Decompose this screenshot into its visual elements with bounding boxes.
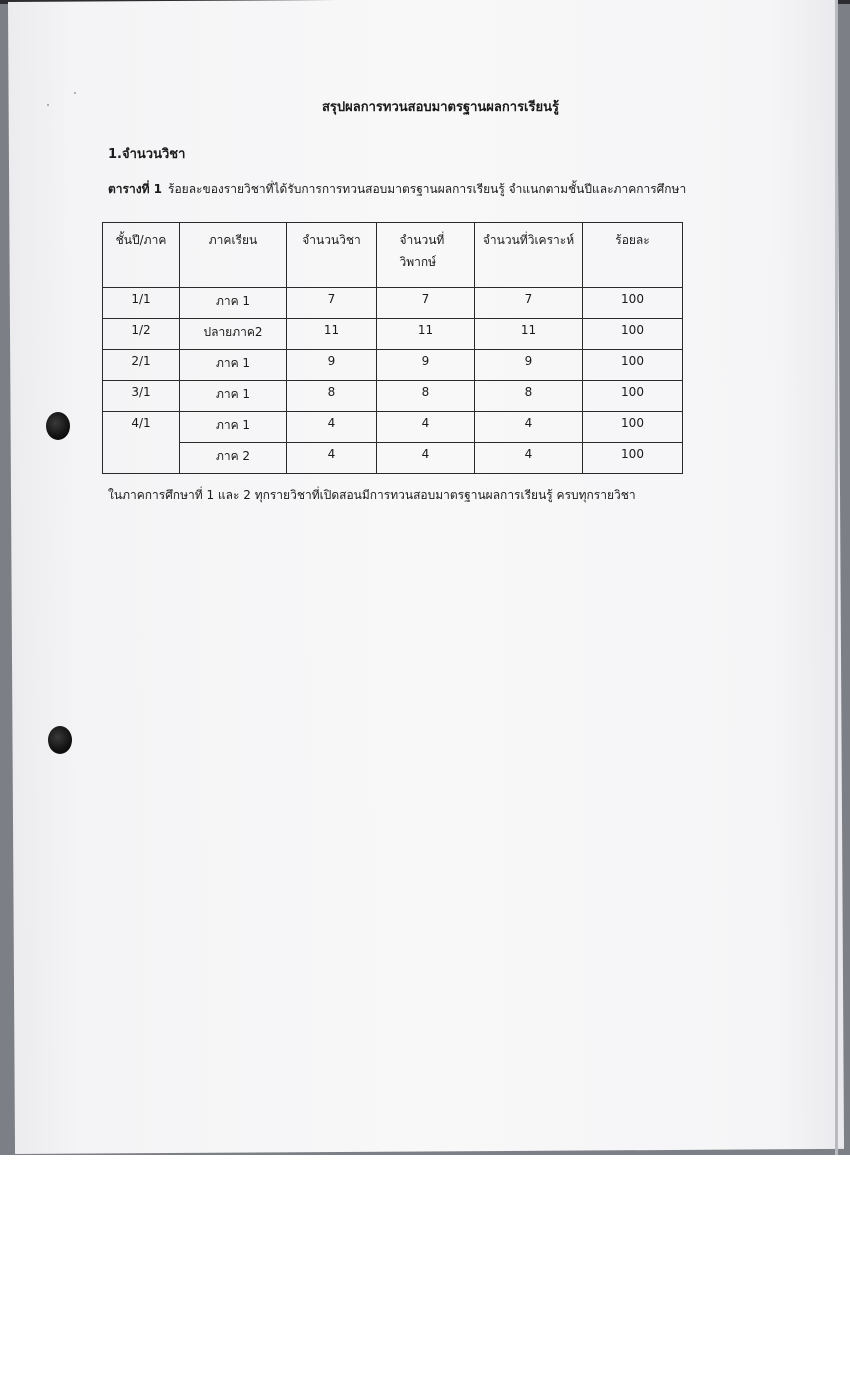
- table-row: [103, 350, 683, 381]
- document-title: สรุปผลการทวนสอบมาตรฐานผลการเรียนรู้: [322, 100, 559, 115]
- cell-percent: 100: [583, 319, 683, 350]
- cell-term: ภาค 2: [180, 443, 287, 474]
- cell-analyzed: 4: [475, 412, 583, 443]
- cell-term: ภาค 1: [180, 412, 287, 443]
- cell-percent: 100: [583, 288, 683, 319]
- table-row: [103, 381, 683, 412]
- cell-courses: 4: [287, 443, 377, 474]
- column-header: ร้อยละ: [583, 223, 683, 288]
- cell-year: 1/2: [103, 319, 180, 350]
- section-heading: 1.จำนวนวิชา: [108, 147, 186, 162]
- cell-analyzed: 11: [475, 319, 583, 350]
- cell-year: 2/1: [103, 350, 180, 381]
- cell-year: 1/1: [103, 288, 180, 319]
- paper-edge-shadow: [835, 0, 838, 1155]
- cell-percent: 100: [583, 350, 683, 381]
- paper-sheet: [8, 0, 844, 1154]
- column-header: ชั้นปี/ภาค: [103, 223, 180, 288]
- summary-table: [102, 222, 683, 474]
- punch-hole: [48, 726, 72, 754]
- table-row: [103, 412, 683, 443]
- cell-year: 3/1: [103, 381, 180, 412]
- column-header: จำนวนที่วิเคราะห์: [475, 223, 583, 288]
- cell-reviewed: 11: [377, 319, 475, 350]
- cell-reviewed: 9: [377, 350, 475, 381]
- cell-courses: 4: [287, 412, 377, 443]
- cell-analyzed: 7: [475, 288, 583, 319]
- column-header: [377, 223, 475, 288]
- cell-percent: 100: [583, 412, 683, 443]
- cell-reviewed: 7: [377, 288, 475, 319]
- table-header-row: [103, 223, 683, 288]
- cell-term: ภาค 1: [180, 381, 287, 412]
- cell-reviewed: 8: [377, 381, 475, 412]
- table-row: [103, 443, 683, 474]
- conclusion-text: ในภาคการศึกษาที่ 1 และ 2 ทุกรายวิชาที่เปิดสอนมีการทวนสอบมาตรฐานผลการเรียนรู้ ครบทุกรายวิชา: [108, 488, 636, 502]
- cell-term: ภาค 1: [180, 350, 287, 381]
- cell-analyzed: 9: [475, 350, 583, 381]
- cell-courses: 11: [287, 319, 377, 350]
- cell-term: ปลายภาค2: [180, 319, 287, 350]
- cell-reviewed: 4: [377, 443, 475, 474]
- cell-courses: 9: [287, 350, 377, 381]
- table-row: [103, 288, 683, 319]
- column-header: จำนวนวิชา: [287, 223, 377, 288]
- cell-courses: 8: [287, 381, 377, 412]
- cell-year: 4/1: [103, 412, 180, 474]
- scan-speck: [74, 92, 76, 94]
- punch-hole: [46, 412, 70, 440]
- table-caption-text: ร้อยละของรายวิชาที่ได้รับการการทวนสอบมาตรฐานผลการเรียนรู้ จำแนกตามชั้นปีและภาคการศึกษา: [168, 182, 687, 196]
- cell-courses: 7: [287, 288, 377, 319]
- cell-analyzed: 4: [475, 443, 583, 474]
- table-caption: [108, 180, 686, 199]
- table-row: [103, 319, 683, 350]
- cell-percent: 100: [583, 443, 683, 474]
- cell-term: ภาค 1: [180, 288, 287, 319]
- cell-percent: 100: [583, 381, 683, 412]
- column-header-text: จำนวนที่ วิพากษ์: [399, 233, 445, 269]
- cell-analyzed: 8: [475, 381, 583, 412]
- table-caption-label: ตารางที่ 1: [108, 182, 163, 196]
- column-header: ภาคเรียน: [180, 223, 287, 288]
- scan-speck: [47, 104, 49, 106]
- cell-reviewed: 4: [377, 412, 475, 443]
